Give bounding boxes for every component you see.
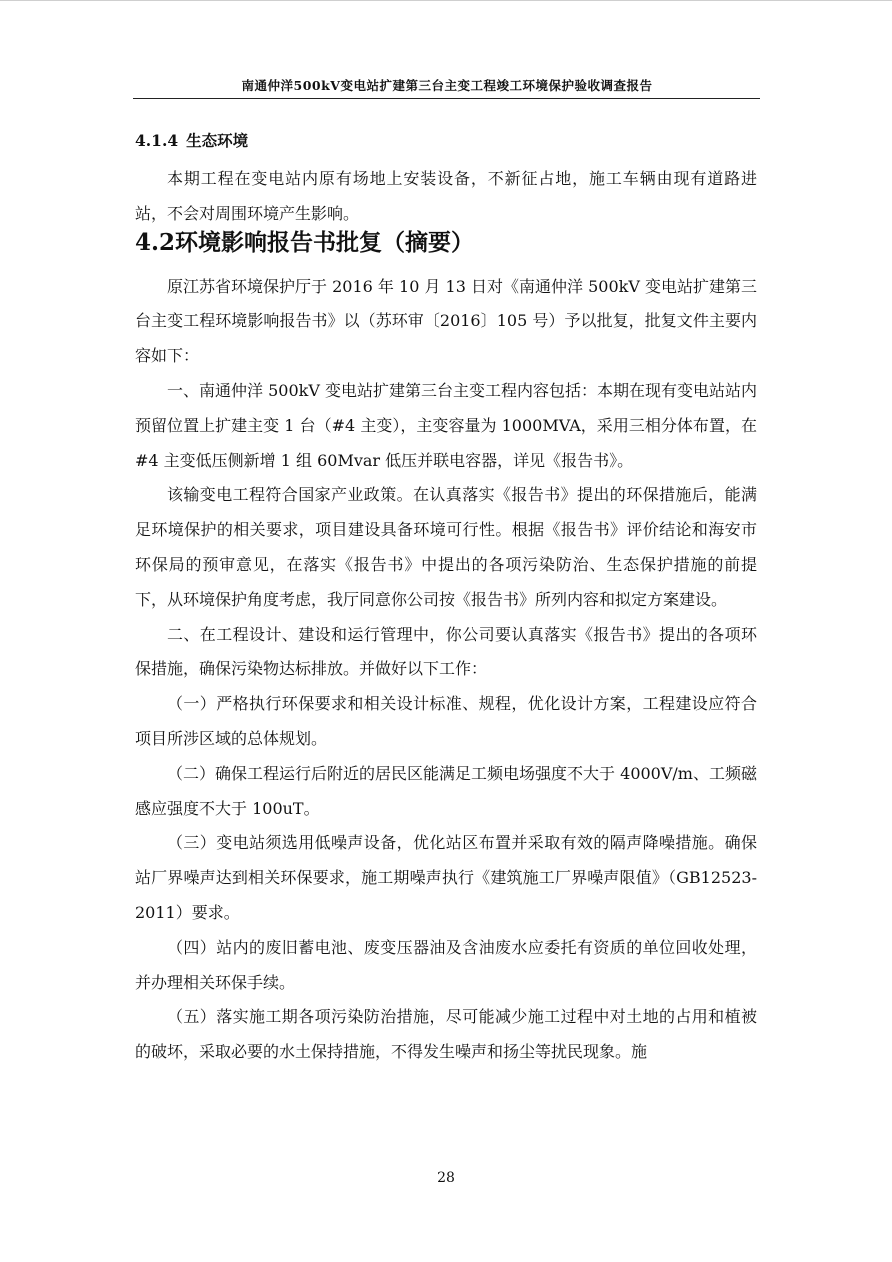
paragraph: （五）落实施工期各项污染防治措施，尽可能减少施工过程中对土地的占用和植被的破坏，采取必要的水土保持措施，不得发生噪声和扬尘等扰民现象。施 <box>135 1007 757 1062</box>
paragraph: 本期工程在变电站内原有场地上安装设备，不新征占地，施工车辆由现有道路进站，不会对周围环境产生影响。 <box>135 169 757 223</box>
paragraph: （一）严格执行环保要求和相关设计标准、规程，优化设计方案，工程建设应符合项目所涉区域的总体规划。 <box>135 694 757 748</box>
page-body <box>135 126 757 1070</box>
section-heading-4-2: 4.2环境影响报告书批复（摘要） <box>135 228 475 256</box>
paragraph: 一、南通仲洋 500kV 变电站扩建第三台主变工程内容包括：本期在现有变电站站内预留位置上扩建主变 1 台（#4 主变），主变容量为 1000MVA，采用三相分体布置，在#4 主变低压侧新增 1 组 60Mvar 低压并联电容器，详见《报告书》。 <box>135 380 757 470</box>
top-border <box>0 0 892 1</box>
paragraph: （四）站内的废旧蓄电池、废变压器油及含油废水应委托有资质的单位回收处理，并办理相关环保手续。 <box>135 937 757 992</box>
header-rule <box>133 98 760 99</box>
paragraph: 该输变电工程符合国家产业政策。在认真落实《报告书》提出的环保措施后，能满足环境保护的相关要求，项目建设具备环境可行性。根据《报告书》评价结论和海安市环保局的预审意见，在落实《报告书》中提出的各项污染防治、生态保护措施的前提下，从环境保护角度考虑，我厅同意你公司按《报告书》所列内容和拟定方案建设。 <box>135 485 757 609</box>
paragraph: （二）确保工程运行后附近的居民区能满足工频电场强度不大于 4000V/m、工频磁感应强度不大于 100uT。 <box>135 763 757 818</box>
paragraph: （三）变电站须选用低噪声设备，优化站区布置并采取有效的隔声降噪措施。确保站厂界噪声达到相关环保要求，施工期噪声执行《建筑施工厂界噪声限值》（GB12523-2011）要求。 <box>135 833 757 922</box>
section-heading-4-1-4 <box>135 126 757 156</box>
section-title: 生态环境 <box>186 131 249 150</box>
section-number: 4.1.4 <box>135 131 179 150</box>
paragraph: 原江苏省环境保护厅于 2016 年 10 月 13 日对《南通仲洋 500kV 变电站扩建第三台主变工程环境影响报告书》以（苏环审〔2016〕105 号）予以批复，批复文件主要内容如下： <box>135 276 757 366</box>
page-number: 28 <box>437 1170 455 1186</box>
running-header: 南通仲洋500kV变电站扩建第三台主变工程竣工环境保护验收调查报告 <box>241 78 653 93</box>
paragraph: 二、在工程设计、建设和运行管理中，你公司要认真落实《报告书》提出的各项环保措施，确保污染物达标排放。并做好以下工作： <box>135 624 757 679</box>
